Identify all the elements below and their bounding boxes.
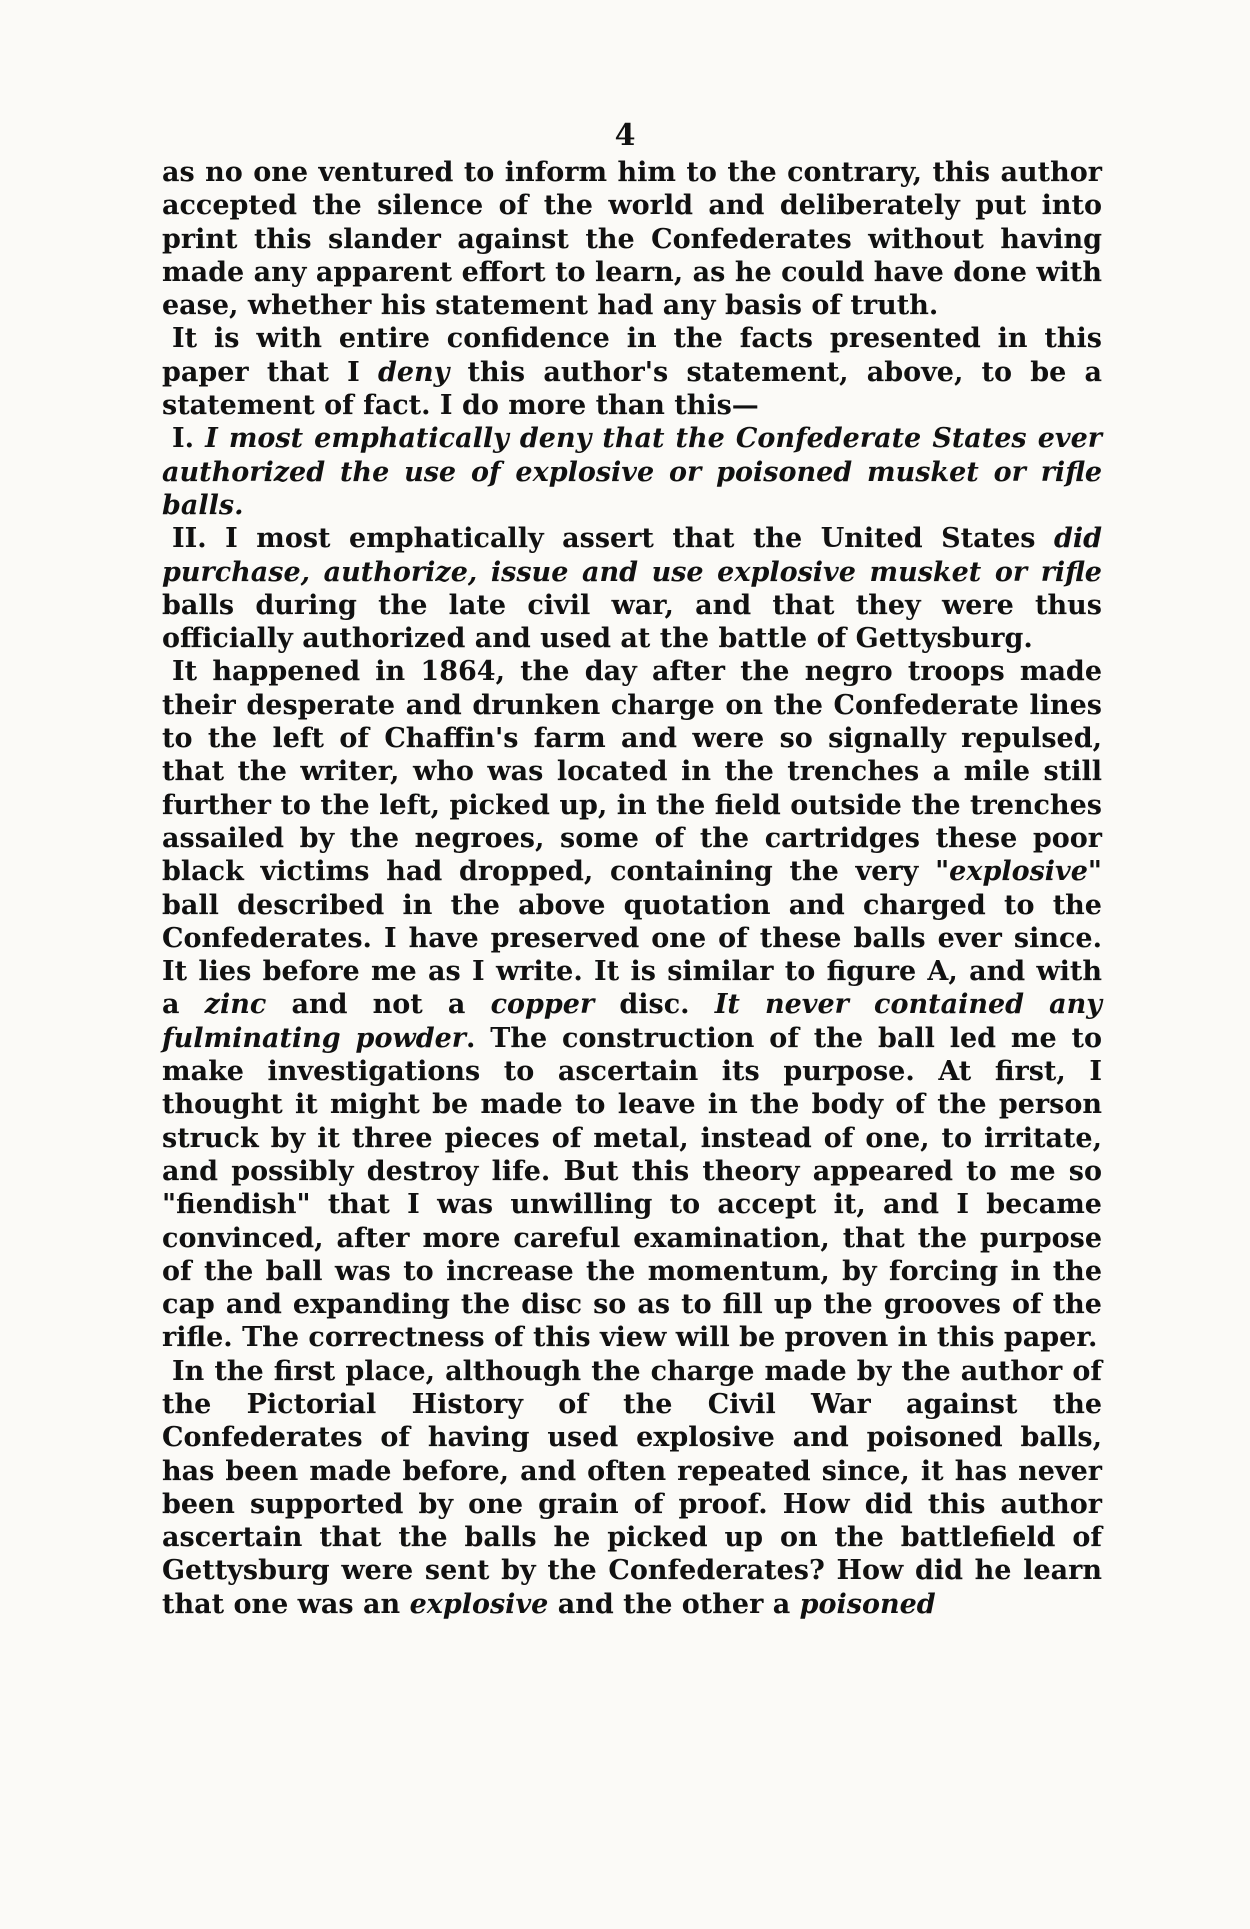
paragraph-2-emphasis-deny: deny — [377, 356, 450, 388]
paragraph-4 — [162, 522, 1102, 655]
paragraph-5-text-c: " ball described in the above quotation and charged to the Confederates. I have preserved one of these balls ever since. It lies before me as I write. It is similar to figure A, and with a — [162, 856, 1102, 1021]
paragraph-2-text-c: this author's statement, above, to be a statement of fact. I do more than this— — [162, 356, 1102, 422]
paragraph-5-text-a: It happened in 1864, the day after the negro troops made their desperate and drunken charge on the Confederate lines to the left of Chaffin's farm and were so signally repulsed, that the writer, who was located in the trenches a mile still further to the left, picked up, in the field outside the trenches assailed by the negroes, some of the cartridges these poor black victims had dropped, containing the very " — [162, 656, 1102, 888]
paragraph-4-text-a: I most emphatically assert that the United States — [225, 523, 1054, 555]
paragraph-1 — [162, 156, 1102, 322]
paragraph-3-emphasis: I most emphatically deny that the Confederate States ever authorized the use of explosive or poisoned musket or rifle balls. — [162, 423, 1102, 521]
paragraph-5 — [162, 655, 1102, 1354]
paragraph-6-text-c: and the other a — [548, 1588, 800, 1620]
paragraph-2 — [162, 322, 1102, 422]
paragraph-4-text-c: balls during the late civil war, and that they were thus officially authorized and used at the battle of Gettysburg. — [162, 589, 1102, 655]
paragraph-5-emphasis-fulminating: It never contained any fulminating powder — [162, 989, 1102, 1054]
paragraph-6-emphasis-explosive: explosive — [409, 1588, 549, 1620]
paragraph-5-text-e: and not a — [266, 989, 491, 1021]
paragraph-4-emphasis: did purchase, authorize, issue and use explosive musket or rifle — [162, 523, 1103, 588]
page-number: 4 — [614, 118, 636, 153]
paragraph-3 — [162, 422, 1102, 522]
paragraph-5-emphasis-explosive: explosive — [949, 856, 1088, 888]
paragraph-6-emphasis-poisoned: poisoned — [799, 1588, 936, 1620]
paragraph-5-emphasis-zinc: zinc — [204, 989, 267, 1021]
paragraph-5-emphasis-copper: copper — [490, 989, 595, 1021]
paragraph-2-text-a: It is with entire confidence in the facts presented in this paper that I — [162, 323, 1102, 388]
paragraph-3-numeral: I. — [172, 423, 206, 455]
paragraph-6 — [162, 1355, 1102, 1621]
paragraph-5-text-i: . The construction of the ball led me to make investigations to ascertain its purpose. At first, I thought it might be made to leave in the body of the person struck by it three pieces of metal, instead of one, to irritate, and possibly destroy life. But this theory appeared to me so "fiendish" that I was unwilling to accept it, and I became convinced, after more careful examination, that the purpose of the ball was to increase the momentum, by forcing in the cap and expanding the disc so as to fill up the grooves of the rifle. The correctness of this view will be proven in this paper. — [162, 1022, 1102, 1354]
paragraph-5-text-g: disc. — [594, 989, 715, 1021]
paragraph-4-numeral: II. — [172, 523, 226, 555]
paragraph-6-text-a: In the first place, although the charge made by the author of the Pictorial History of the Civil War against the Confederates of having used explosive and poisoned balls, has been made before, and often repeated since, it has never been supported by one grain of proof. How did this author ascertain that the balls he picked up on the battlefield of Gettysburg were sent by the Confederates? How did he learn that one was an — [162, 1355, 1102, 1620]
paragraph-1-text: as no one ventured to inform him to the contrary, this author accepted the silence of the world and deliberately put into print this slander against the Confederates without having made any apparent effort to learn, as he could have done with ease, whether his statement had any basis of truth. — [162, 157, 1102, 322]
body-text — [162, 156, 1102, 1621]
